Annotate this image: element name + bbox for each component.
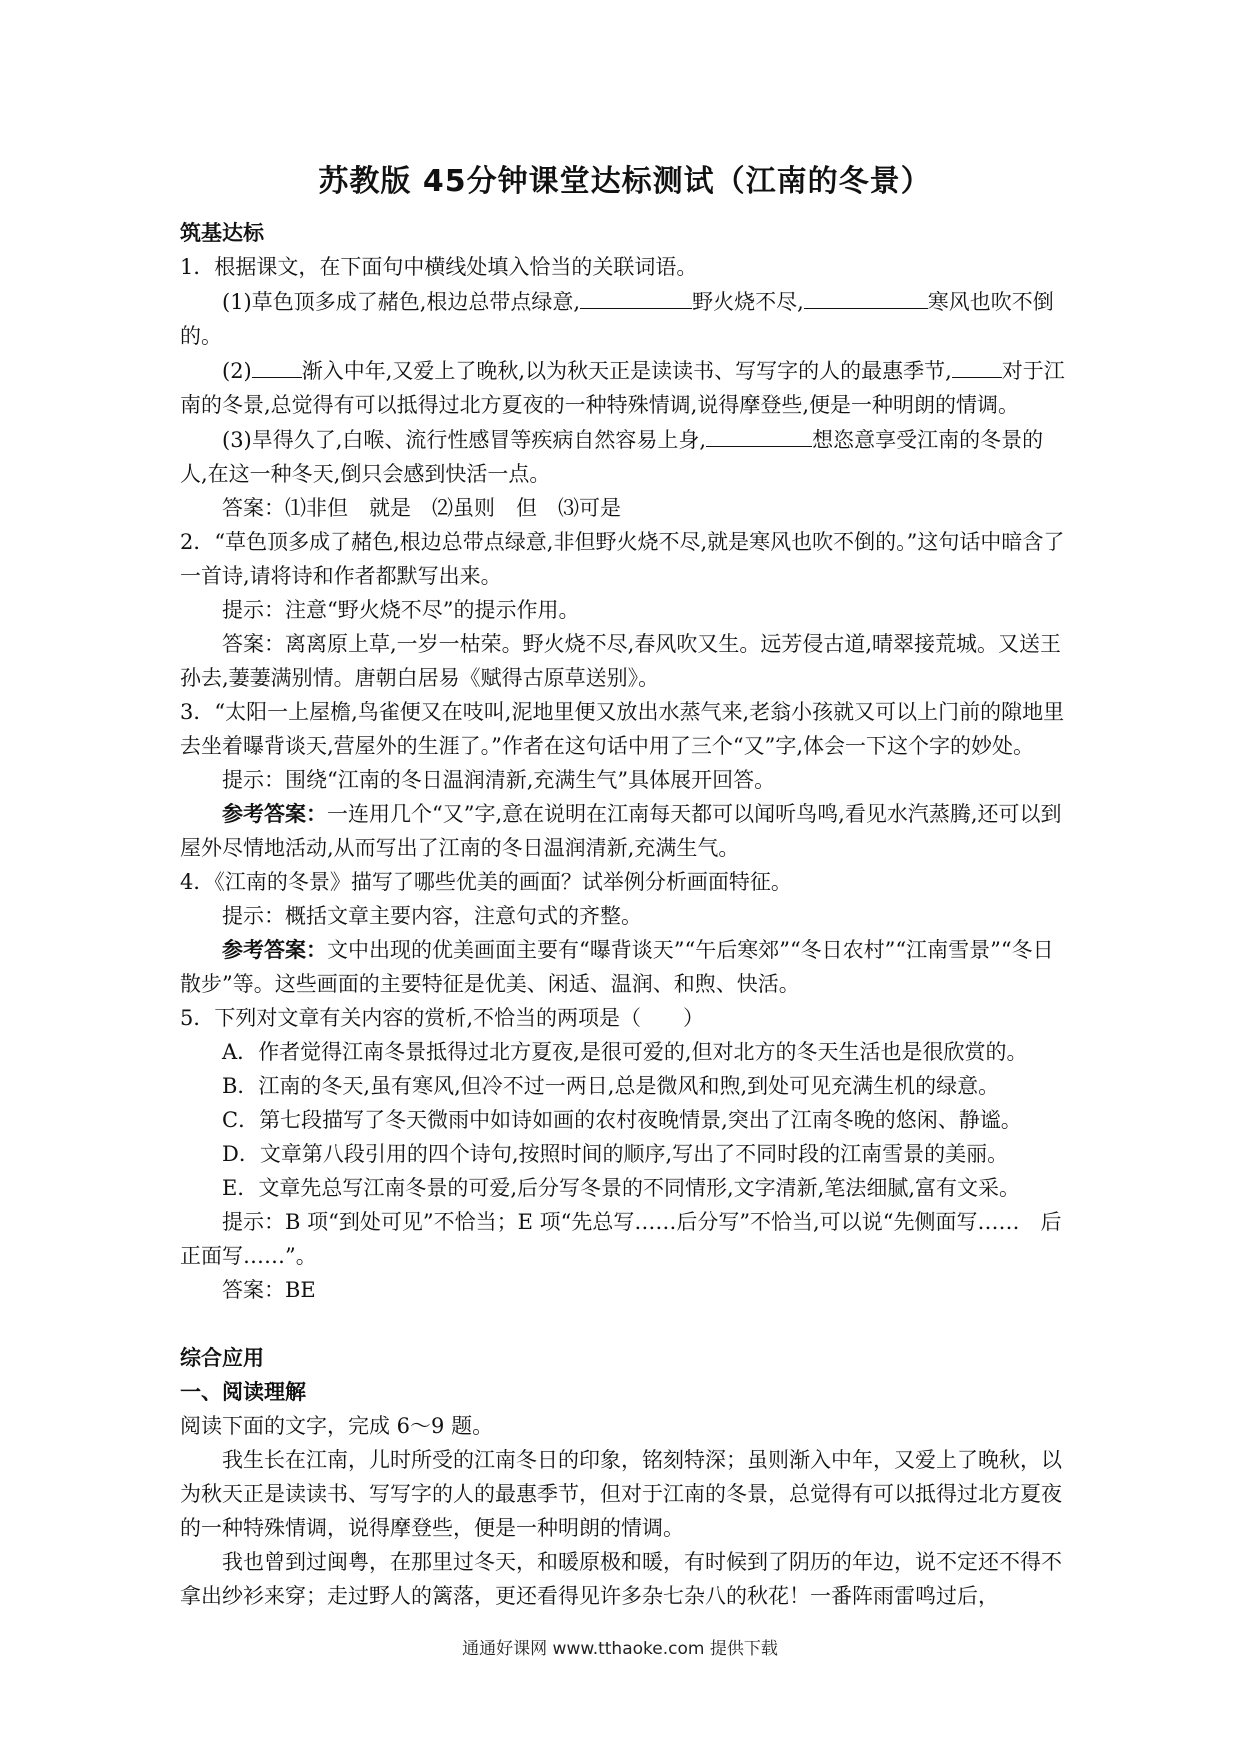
q4-answer [180, 933, 1070, 1001]
hint-label: 提示： [222, 768, 285, 792]
hint-label: 提示： [222, 904, 285, 928]
q1-sentence-2 [180, 353, 1070, 422]
answer-label: 参考答案： [222, 938, 327, 962]
answer-label: 参考答案： [222, 802, 327, 826]
q2-answer [180, 627, 1070, 695]
q1-s3b: 想恣意享受江南的冬景的人,在这一种冬天,倒只会感到快活一点。 [180, 428, 1044, 486]
page-title: 苏教版 45分钟课堂达标测试（江南的冬景） [318, 164, 932, 199]
answer-blank [706, 422, 812, 447]
spacer [180, 1307, 1070, 1341]
q5-option-d: D．文章第八段引用的四个诗句,按照时间的顺序,写出了不同时段的江南雪景的美丽。 [222, 1142, 1009, 1166]
q1-s2b: 渐入中年,又爱上了晚秋,以为秋天正是读读书、写写字的人的最惠季节, [301, 359, 952, 383]
q2-hint [180, 593, 1070, 627]
hint-label: 提示： [222, 598, 285, 622]
q1-s2a: (2) [222, 359, 252, 383]
answer-blank [952, 353, 1002, 378]
answer-blank [252, 353, 302, 378]
hint-label: 提示： [222, 1210, 285, 1234]
q4-stem: 4．《江南的冬景》描写了哪些优美的画面？试举例分析画面特征。 [180, 870, 792, 894]
q5-option-c: C．第七段描写了冬天微雨中如诗如画的农村夜晚情景,突出了江南冬晚的悠闲、静谧。 [222, 1108, 1022, 1132]
q4-hint [180, 899, 1070, 933]
answer-label: 答案： [222, 632, 285, 656]
section-heading-applied: 综合应用 [180, 1346, 264, 1370]
q1-s1b: 野火烧不尽, [692, 290, 804, 314]
q5-hint [180, 1205, 1070, 1273]
answer-text: ⑴非但 就是 ⑵虽则 但 ⑶可是 [285, 496, 621, 520]
q3-stem: 3．“太阳一上屋檐,鸟雀便又在吱叫,泥地里便又放出水蒸气来,老翁小孩就又可以上门前的隙地里去坐着曝背谈天,营屋外的生涯了。”作者在这句话中用了三个“又”字,体会一下这个字的妙处。 [180, 700, 1065, 758]
page-footer: 通通好课网 www.tthaoke.com 提供下载 [462, 1639, 778, 1659]
q5-answer [180, 1273, 1070, 1307]
hint-text: B 项“到处可见”不恰当；E 项“先总写……后分写”不恰当,可以说“先侧面写…… 后正面写……”。 [180, 1210, 1062, 1268]
answer-text: 离离原上草,一岁一枯荣。野火烧不尽,春风吹又生。远芳侵古道,晴翠接荒城。又送王孙去,萋萋满别情。唐朝白居易《赋得古原草送别》。 [180, 632, 1062, 690]
q1-s3a: (3)旱得久了,白喉、流行性感冒等疾病自然容易上身, [222, 428, 707, 452]
subsection-heading-reading: 一、阅读理解 [180, 1380, 306, 1404]
q1-s1a: (1)草色顶多成了赭色,根边总带点绿意, [222, 290, 581, 314]
hint-text: 概括文章主要内容，注意句式的齐整。 [285, 904, 642, 928]
answer-blank [804, 284, 928, 309]
q3-hint [180, 763, 1070, 797]
q3-answer [180, 797, 1070, 865]
q1-s1c: 寒风也吹不倒的。 [180, 290, 1054, 348]
passage-paragraph: 我生长在江南，儿时所受的江南冬日的印象，铭刻特深；虽则渐入中年，又爱上了晚秋，以为秋天正是读读书、写写字的人的最惠季节，但对于江南的冬景，总觉得有可以抵得过北方夏夜的一种特殊情调，说得摩登些，便是一种明朗的情调。 [180, 1448, 1062, 1540]
q2-stem: 2．“草色顶多成了赭色,根边总带点绿意,非但野火烧不尽,就是寒风也吹不倒的。”这句话中暗含了一首诗,请将诗和作者都默写出来。 [180, 530, 1065, 588]
hint-text: 围绕“江南的冬日温润清新,充满生气”具体展开回答。 [285, 768, 776, 792]
answer-text: BE [285, 1278, 316, 1302]
q5-stem: 5．下列对文章有关内容的赏析,不恰当的两项是（ ） [180, 1006, 705, 1030]
reading-intro: 阅读下面的文字，完成 6～9 题。 [180, 1414, 494, 1438]
answer-blank [580, 284, 692, 309]
q1-stem: 1．根据课文，在下面句中横线处填入恰当的关联词语。 [180, 255, 698, 279]
answer-label: 答案： [222, 496, 285, 520]
section-heading-basic: 筑基达标 [180, 221, 264, 245]
q5-option-a: A．作者觉得江南冬景抵得过北方夏夜,是很可爱的,但对北方的冬天生活也是很欣赏的。 [222, 1040, 1028, 1064]
q5-option-e: E．文章先总写江南冬景的可爱,后分写冬景的不同情形,文字清新,笔法细腻,富有文采。 [222, 1176, 1021, 1200]
answer-text: 文中出现的优美画面主要有“曝背谈天”“午后寒郊”“冬日农村”“江南雪景”“冬日散步”等。这些画面的主要特征是优美、闲适、温润、和煦、快活。 [180, 938, 1054, 996]
q1-answer [180, 491, 1070, 525]
q1-sentence-3 [180, 422, 1070, 491]
passage-paragraph: 我也曾到过闽粤，在那里过冬天，和暖原极和暖，有时候到了阴历的年边，说不定还不得不拿出纱衫来穿；走过野人的篱落，更还看得见许多杂七杂八的秋花！一番阵雨雷鸣过后， [180, 1550, 1062, 1608]
q1-sentence-1 [180, 284, 1070, 353]
q5-option-b: B．江南的冬天,虽有寒风,但冷不过一两日,总是微风和煦,到处可见充满生机的绿意。 [222, 1074, 1000, 1098]
answer-text: 一连用几个“又”字,意在说明在江南每天都可以闻听鸟鸣,看见水汽蒸腾,还可以到屋外尽情地活动,从而写出了江南的冬日温润清新,充满生气。 [180, 802, 1062, 860]
answer-label: 答案： [222, 1278, 285, 1302]
hint-text: 注意“野火烧不尽”的提示作用。 [285, 598, 580, 622]
q1-s2c: 对于江南的冬景,总觉得有可以抵得过北方夏夜的一种特殊情调,说得摩登些,便是一种明朗的情调。 [180, 359, 1065, 417]
document-content [180, 160, 1070, 1613]
